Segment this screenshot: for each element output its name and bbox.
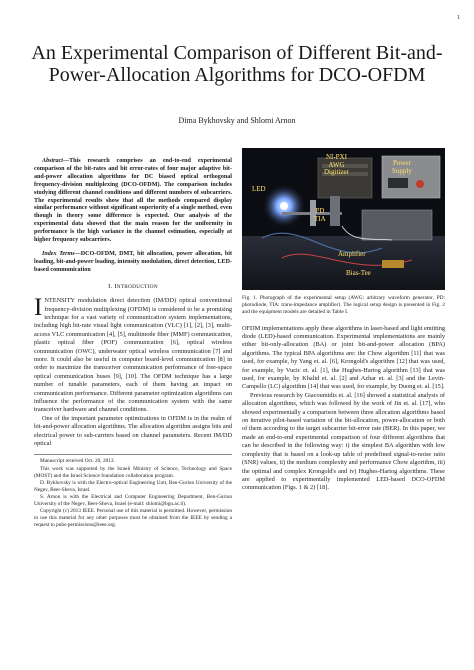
photo-label-pd-tia: PD TIA — [314, 207, 326, 223]
right-paragraph-1: OFDM implementations apply these algorithms in laser-based and light emitting diode (LED)-based communication. Experimental implementations are mainly either bit-only-allocation (BA) or joint bit-and-power allocation (BPA) algorithms. The typical BPA algorithms are: the Chow algorithm [11] that was used, for example, by Yang et. al. [6], Krongold's algorithm [12] that was used, for example, by Vucic et. al. [1], the Hughes-Hartog algorithm [13] that was used, for example, by Khalid et. al. [2] and Azhar et. al. [3] and the Levin-Campello (LC) algorithm [14] that was used, for example, by Duong et. al. [15]. — [242, 324, 445, 391]
left-column — [34, 158, 232, 529]
index-terms-text: —DCO-OFDM, DMT, bit allocation, power allocation, bit loading, bit-and-power loading, intensity modulation, direct detection, LED-based communication — [34, 250, 233, 273]
photo-label-led: LED — [252, 185, 266, 193]
figure-caption: Fig. 1. Photograph of the experimental setup (AWG: arbitrary waveform generator, PD: photodiode, TIA: trans-impedance amplifier). The logical setup design is presented in Fig. 2 and the equipment models are detailed in Table I. — [242, 295, 445, 316]
abstract-text: —This research comprises an end-to-end experimental comparison of the bit-rates and bit error-rates of four major adaptive bit-and-power allocation algorithms for DC biased optical orthogonal frequency-division multiplexing (DCO-OFDM). The comparison includes studying different channel conditions and different numbers of subcarriers. The experimental results show that all the methods compared display similar performance without significant superiority of a single method, even though in theory some difference is expected. Our analysis of the experimental data showed that the main reason for the uniformity in performance is the high variance in the channel estimation, especially at higher frequency subcarriers. — [34, 158, 232, 244]
intro-paragraph-1: INTENSITY modulation direct detection (IM/DD) optical conventional frequency-division multiplexing (OFDM) is considered to be a promising technique for a vast variety of communication system implementations, including high bit-rate visual light communication (VLC) [1], [2], [3], multi-access VLC communication [4], [5], multimode fiber (MMF) communication, plastic optical fiber (POF) communication [6], optical wireless communication (OWC), underwater optical wireless communication [7] and more. It could also be useful in computer board-level communication [8] in order to maximize the transceiver communication performance of free-space optical communication buses [9], [10]. The OFDM technique has a large number of tunable parameters, each of them having an impact on communication performance. Different parameter optimization algorithms can influence the performance of the communication system with the same transceiver hardware and channel conditions. — [34, 294, 232, 414]
photo-label-power-supply: Power Supply — [392, 159, 412, 175]
footnote: This work was supported by the Israeli Ministry of Science, Technology and Space (MOST) and the Israel Science foundation collaboration program. — [34, 465, 232, 479]
index-terms — [34, 251, 232, 275]
right-paragraph-2: Previous research by Giacoumidis et. al. [16] showed a statistical analysis of allocation algorithms, which was followed by the work of Jin et. al. [17], who showed experimentally a comparison between three allocation algorithms based on iterative pilot-based variation of the bit-allocation, power-allocation or both of them according to the target subcarrier bit-error rate (BER). In this paper, we made an end-to-end experimental comparison of four different algorithms that can be described in the following way: i) the simplest BA algorithm with low complexity that is based on a look-up table of predefined signal-to-noise ratio (SNR) values, ii) the medium complexity and performance Chow algorithm, iii) the optimal and complex Krongold's and iv) Hughes-Hartog algorithms. These are applied to experimentally implemented LED-based DCO-OFDM communication (Figs. 1 & 2) [18]. — [242, 391, 445, 492]
page-number: 1 — [457, 15, 460, 21]
drop-cap: I — [34, 294, 43, 322]
footnote: S. Arnon is with the Electrical and Computer Engineering Department, Ben-Gurion University of the Negev, Beer-Sheva, Israel (e-mail: shlomi@bgu.ac.il). — [34, 493, 232, 507]
intro-paragraph-2: One of the important parameter optimizations in OFDM is in the realm of bit-and-power allocation algorithms. The allocation algorithm assigns bits and electrical power to sub-carriers based on channel parameters. Recent IM/DD optical — [34, 414, 232, 447]
abstract — [34, 158, 232, 245]
footnote: Manuscript received Oct. 20, 2013. — [40, 458, 115, 465]
footnote: Copyright (c) 2013 IEEE. Personal use of this material is permitted. However, permission to use this material for any other purposes must be obtained from the IEEE by sending a request to pubs-permissions@ieee.org. — [34, 508, 232, 529]
authors: Dima Bykhovsky and Shlomi Arnon — [178, 116, 296, 125]
photo-label-amplifier: Amplifier — [338, 250, 366, 258]
abstract-label: Abstract — [42, 158, 63, 164]
photo-label-bias-tee: Bias-Tee — [346, 269, 371, 277]
footnote: D. Bykhovsky is with the Electro-optical Engineering Unit, Ben-Gurion University of the Negev, Beer-Sheva, Israel. — [34, 479, 232, 493]
footnotes — [34, 454, 232, 529]
right-column — [242, 148, 445, 493]
photo-label-awg: NI-PXI AWG Digitizer — [324, 153, 349, 176]
section-heading: I. INTRODUCTION — [108, 282, 158, 290]
paper-title: An Experimental Comparison of Different Bit-and-Power-Allocation Algorithms for DCO-OFDM — [31, 42, 443, 86]
setup-photo — [242, 148, 445, 290]
index-terms-label: Index Terms — [42, 250, 75, 257]
